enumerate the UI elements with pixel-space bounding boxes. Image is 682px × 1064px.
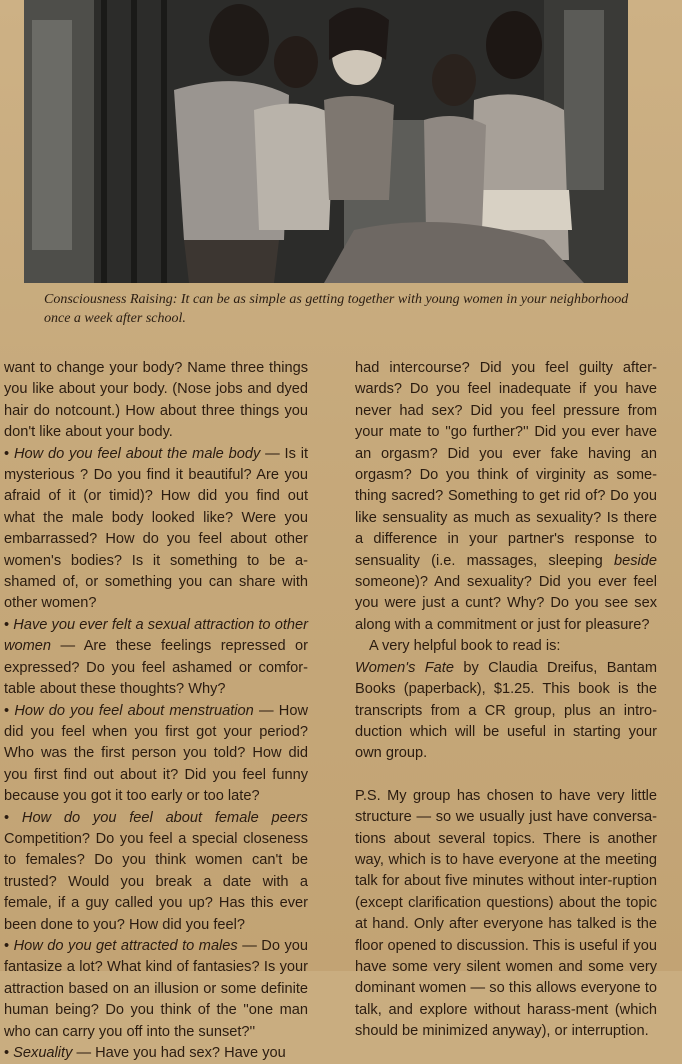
left-intro: want to change your body? Name three things you like about your body. (Nose jobs and dyed hair do notcount.) How about three things you don't like about your body.	[4, 360, 308, 441]
item-heading: How do you feel about the male body	[13, 445, 261, 462]
bullet: •	[4, 702, 10, 719]
list-item	[4, 444, 308, 615]
left-column	[4, 358, 308, 1064]
book-intro: A very helpful book to read is:	[369, 638, 561, 655]
right-column	[355, 358, 657, 1043]
book-title: Women's Fate	[355, 659, 454, 676]
bullet: •	[4, 1045, 10, 1061]
list-item	[4, 808, 308, 936]
beside-emphasis: beside	[613, 552, 657, 569]
bullet: •	[4, 616, 10, 633]
item-text: Competition? Do you feel a special closeness to females? Do you think women can't be trusted? Would you break a date with a female, if a guy called you up? Has this ever been done to you? How did you feel?	[4, 830, 308, 933]
item-heading: How do you get attracted to males	[13, 937, 238, 954]
photo-caption: Consciousness Raising: It can be as simple as getting together with young women in your neighborhood once a week after school.	[44, 292, 629, 326]
list-item	[4, 615, 308, 701]
item-text: — Are these feelings repressed or expressed? Do you feel ashamed or comfor-table about these thoughts? Why?	[4, 638, 308, 698]
bullet: •	[4, 809, 10, 826]
item-text: — How did you feel when you first got your period? Who was the first person you told? How did you first find out about it? Did you feel funny because you got it too early or too late?	[4, 702, 308, 805]
postscript: P.S. My group has chosen to have very little structure — so we usually just have conversa-tions about several topics. There is another way, which is to have everyone at the meeting talk for about five minutes without inter-ruption (except clarification questions) about the topic at hand. Only after everyone has talked is the floor opened to discussion. This is useful if you have some very silent women and some very dominant women — so this allows everyone to talk, and explore without harass-ment (which should be minimized anyway), or interruption.	[355, 787, 657, 1040]
continuation-text: had intercourse? Did you feel guilty after-wards? Do you feel inadequate if you have never had sex? Did you feel pressure from your mate to ''go further?'' Did you ever have an orgasm? Did you ever fake having an orgasm? Do you think of virginity as some-thing sacred? Something to get rid of? Do you like sensuality as much as sexuality? Is there a difference in your partner's response to sensuality (i.e. massages, sleeping	[355, 360, 657, 569]
list-item	[4, 701, 308, 808]
book-recommendation	[355, 658, 657, 765]
list-item	[4, 1043, 308, 1064]
book-text: by Claudia Dreifus, Bantam Books (paperback), $1.25. This book is the transcripts from a CR group, plus an intro-duction which will be useful in starting your own group.	[355, 659, 658, 762]
item-text: — Is it mysterious ? Do you find it beautiful? Are you afraid of it (or timid)? How did you find out what the male body looked like? Were you embarrassed? How do you feel about other women's bodies? Is it something to be a-shamed of, or something you can share with other women?	[4, 445, 308, 612]
item-text: — Do you fantasize a lot? What kind of fantasies? Is your attraction based on an illusion or some definite human being? Do you think of the ''one man who can carry you off into the sunset?''	[4, 937, 308, 1040]
item-text: — Have you had sex? Have you	[72, 1045, 286, 1061]
list-item	[4, 936, 308, 1043]
bullet: •	[4, 445, 10, 462]
bullet: •	[4, 937, 10, 954]
right-continuation	[355, 358, 657, 636]
item-heading: How do you feel about female peers	[21, 809, 308, 826]
item-heading: Have you ever felt a sexual attraction to other women	[4, 616, 308, 655]
group-photo	[24, 0, 628, 283]
photo-illustration	[24, 0, 628, 283]
item-heading: Sexuality	[13, 1045, 73, 1061]
continuation-end-text: someone)? And sexuality? Did you ever feel you were just a cunt? Why? Do you see sex along with a commitment or just for pleasure?	[355, 574, 657, 633]
item-heading: How do you feel about menstruation	[14, 702, 254, 719]
